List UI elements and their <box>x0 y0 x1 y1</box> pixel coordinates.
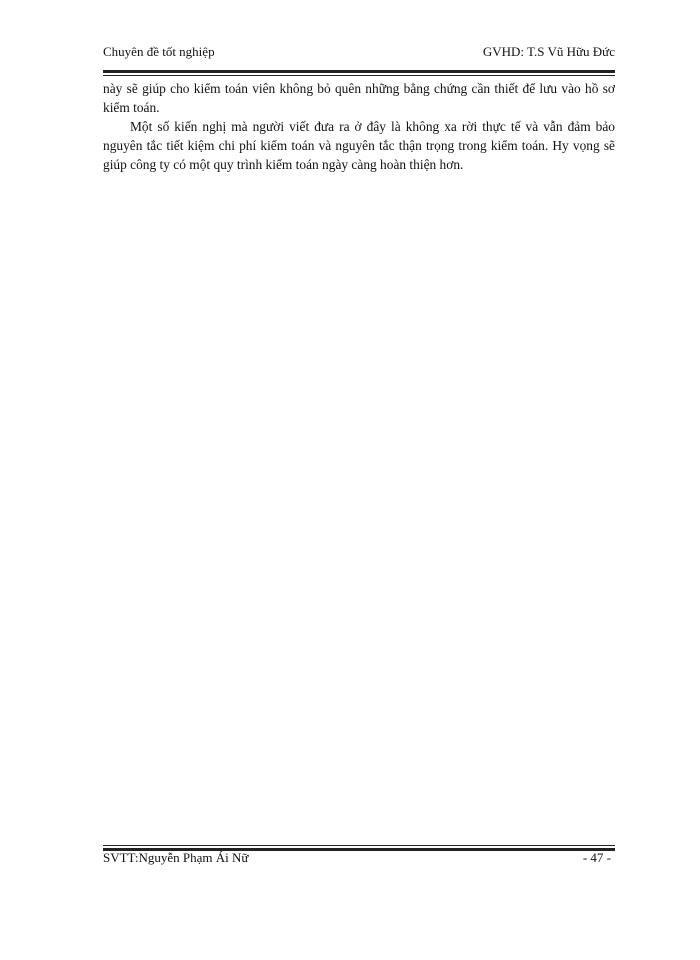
page-number: - 47 - <box>582 850 611 865</box>
header-rule-thin <box>103 75 615 76</box>
header-document-type: Chuyên đề tốt nghiệp <box>103 44 215 59</box>
footer-rule-thin <box>103 845 615 846</box>
body-text <box>103 79 615 174</box>
paragraph-continued: này sẽ giúp cho kiểm toán viên không bỏ quên những bằng chứng cần thiết để lưu vào hồ sơ kiểm toán. <box>103 81 615 115</box>
header-rule-thick <box>103 70 615 73</box>
header-advisor: GVHD: T.S Vũ Hữu Đức <box>482 44 615 59</box>
paragraph-conclusion: Một số kiến nghị mà người viết đưa ra ở đây là không xa rời thực tế và vẫn đảm bảo nguyên tắc tiết kiệm chi phí kiểm toán và nguyên tắc thận trọng trong kiểm toán. Hy vọng sẽ giúp công ty có một quy trình kiểm toán ngày càng hoàn thiện hơn. <box>103 119 615 172</box>
page-header <box>103 44 615 64</box>
footer-student-name: SVTT:Nguyễn Phạm Ái Nữ <box>103 850 249 865</box>
page-footer <box>103 850 615 870</box>
